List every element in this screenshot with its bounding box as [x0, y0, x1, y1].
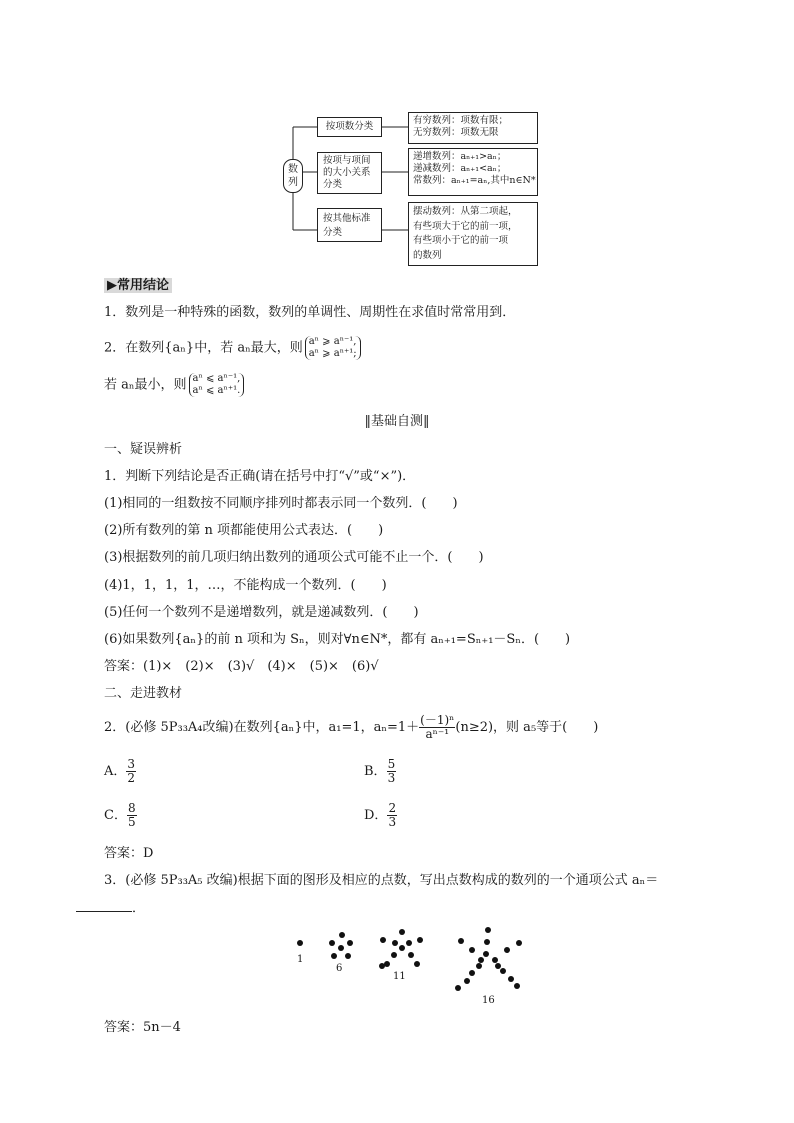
max-condition-line: aⁿ ⩾ aⁿ⁻¹, — [308, 336, 357, 347]
judge-item: (4)1，1，1，1，…，不能构成一个数列．( ) — [104, 578, 387, 593]
dot — [469, 970, 475, 976]
answer-2: 答案：D — [104, 846, 154, 861]
branch-3-detail-line: 的数列 — [413, 249, 442, 261]
fraction-numerator: 3 — [127, 757, 136, 771]
dot — [391, 952, 397, 958]
dot — [483, 951, 489, 957]
part2-heading: 二、走进教材 — [104, 686, 183, 701]
diagram-branch-3 — [317, 208, 382, 242]
option-fraction — [127, 802, 137, 829]
diagram-root-label: 数列 — [288, 164, 298, 188]
branch-2-label-line: 分类 — [323, 179, 343, 190]
option-letter: A． — [104, 763, 127, 779]
question-2-fraction — [419, 714, 455, 741]
branch-2-label-line: 的大小关系 — [323, 167, 371, 178]
dot-count-label: 11 — [393, 971, 406, 982]
section-title: ‖基础自测‖ — [364, 414, 430, 429]
dot — [399, 945, 405, 951]
branch-1-detail-line: 有穷数列：项数有限； — [413, 115, 509, 126]
question-2-text: 2．(必修 5P₃₃A₄改编)在数列{aₙ}中，a₁=1，aₙ=1＋ — [104, 719, 420, 735]
dot — [485, 927, 491, 933]
dot — [464, 978, 470, 984]
fraction-denominator: 5 — [127, 815, 136, 829]
dot-count-label: 16 — [482, 995, 495, 1006]
part1-heading: 一、疑误辨析 — [104, 442, 183, 457]
option-a — [104, 758, 136, 785]
diagram-branch-3-detail — [408, 202, 538, 266]
dot — [417, 937, 423, 943]
fraction-numerator: 5 — [387, 757, 396, 771]
diagram-branch-2-detail — [408, 148, 538, 196]
dot — [458, 938, 464, 944]
dot — [329, 940, 335, 946]
branch-1-label: 按项数分类 — [325, 121, 374, 132]
conclusions-tag-label: ▶常用结论 — [104, 278, 172, 293]
option-fraction — [387, 802, 397, 829]
question-1: 1．判断下列结论是否正确(请在括号中打“√”或“×”)． — [104, 469, 416, 484]
branch-3-detail-line: 有些项小于它的前一项 — [413, 235, 509, 246]
conclusion-item-1: 1．数列是一种特殊的函数，数列的单调性、周期性在求值时常常用到． — [104, 305, 516, 320]
dot — [455, 985, 461, 991]
dot — [339, 932, 345, 938]
dot — [516, 940, 522, 946]
option-letter: B． — [364, 763, 387, 779]
dot — [380, 937, 386, 943]
option-fraction — [126, 758, 136, 785]
answer-3: 答案：5n－4 — [104, 1020, 181, 1035]
max-condition — [305, 336, 361, 360]
diagram-root-node — [283, 159, 303, 193]
dot — [500, 968, 506, 974]
branch-2-detail-line: 常数列：aₙ₊₁=aₙ,其中n∈N* — [413, 175, 536, 186]
diagram-connectors — [0, 0, 794, 270]
branch-1-detail-line: 无穷数列：项数无限 — [413, 127, 499, 138]
min-condition — [189, 373, 245, 397]
dot — [379, 963, 385, 969]
conclusions-tag — [104, 278, 172, 294]
diagram-branch-1 — [317, 117, 382, 137]
branch-2-detail-line: 递减数列：aₙ₊₁<aₙ； — [413, 163, 507, 174]
option-letter: D． — [364, 807, 388, 823]
branch-3-detail-line: 摆动数列：从第二项起， — [413, 206, 518, 217]
answer-1: 答案：(1)× (2)× (3)√ (4)× (5)× (6)√ — [104, 659, 379, 674]
conclusion-item-2-text: 2．在数列{aₙ}中，若 aₙ最大，则 — [104, 340, 303, 356]
fraction-numerator: 8 — [127, 801, 136, 815]
dot — [484, 939, 490, 945]
fraction-numerator: 2 — [388, 801, 397, 815]
question-2-text: (n≥2)，则 a₅等于( ) — [455, 719, 599, 735]
dot — [399, 929, 405, 935]
dot — [338, 945, 344, 951]
dot — [469, 947, 475, 953]
branch-3-label-line: 按其他标准 — [323, 213, 371, 224]
judge-item: (2)所有数列的第 n 项都能使用公式表达．( ) — [104, 523, 384, 538]
diagram-branch-2 — [317, 152, 382, 194]
dot — [476, 963, 482, 969]
dot — [331, 953, 337, 959]
option-d — [364, 802, 397, 829]
question-3: 3．(必修 5P₃₃A₅ 改编)根据下面的图形及相应的点数，写出点数构成的数列的一个通项公式 aₙ＝ — [104, 873, 659, 888]
fraction-numerator: (－1)ⁿ — [420, 713, 455, 727]
branch-2-detail-line: 递增数列：aₙ₊₁>aₙ； — [413, 151, 507, 162]
branch-2-label-line: 按项与项间 — [323, 155, 371, 166]
fraction-denominator: 2 — [127, 771, 136, 785]
answer-blank — [76, 899, 132, 912]
dot-count-label: 6 — [336, 963, 343, 974]
judge-item: (6)如果数列{aₙ}的前 n 项和为 Sₙ，则对∀n∈N*，都有 aₙ₊₁=Sₙ₊₁－Sₙ．( ) — [104, 632, 571, 647]
option-fraction — [387, 758, 397, 785]
conclusion-item-3 — [104, 373, 246, 397]
dot — [508, 976, 514, 982]
dot — [408, 952, 414, 958]
branch-3-detail-line: 有些项大于它的前一项， — [413, 220, 518, 232]
question-3-blank-line — [76, 899, 145, 917]
option-c — [104, 802, 137, 829]
judge-item: (1)相同的一组数按不同顺序排列时都表示同一个数列．( ) — [104, 496, 458, 511]
judge-item: (3)根据数列的前几项归纳出数列的通项公式可能不止一个．( ) — [104, 550, 484, 565]
dot — [297, 940, 303, 946]
branch-3-label-line: 分类 — [323, 227, 343, 238]
option-letter: C． — [104, 807, 127, 823]
fraction-denominator: 3 — [387, 771, 396, 785]
option-b — [364, 758, 396, 785]
min-condition-line: aⁿ ⩽ aⁿ⁺¹. — [192, 385, 241, 396]
dot — [347, 940, 353, 946]
conclusion-item-2 — [104, 336, 363, 360]
dot — [504, 947, 510, 953]
fraction-denominator: 3 — [388, 815, 397, 829]
dot — [345, 953, 351, 959]
dot — [406, 940, 412, 946]
dot — [514, 983, 520, 989]
dot — [392, 940, 398, 946]
dot-count-label: 1 — [297, 954, 304, 965]
question-3-end: ． — [132, 901, 146, 916]
dot — [414, 961, 420, 967]
judge-item: (5)任何一个数列不是递增数列，就是递减数列．( ) — [104, 605, 419, 620]
fraction-denominator: aⁿ⁻¹ — [425, 727, 450, 741]
min-condition-line: aⁿ ⩽ aⁿ⁻¹, — [192, 373, 241, 384]
max-condition-line: aⁿ ⩾ aⁿ⁺¹; — [308, 348, 357, 359]
conclusion-item-3-text: 若 aₙ最小，则 — [104, 377, 187, 393]
diagram-branch-1-detail — [408, 112, 538, 144]
question-2 — [104, 714, 598, 741]
